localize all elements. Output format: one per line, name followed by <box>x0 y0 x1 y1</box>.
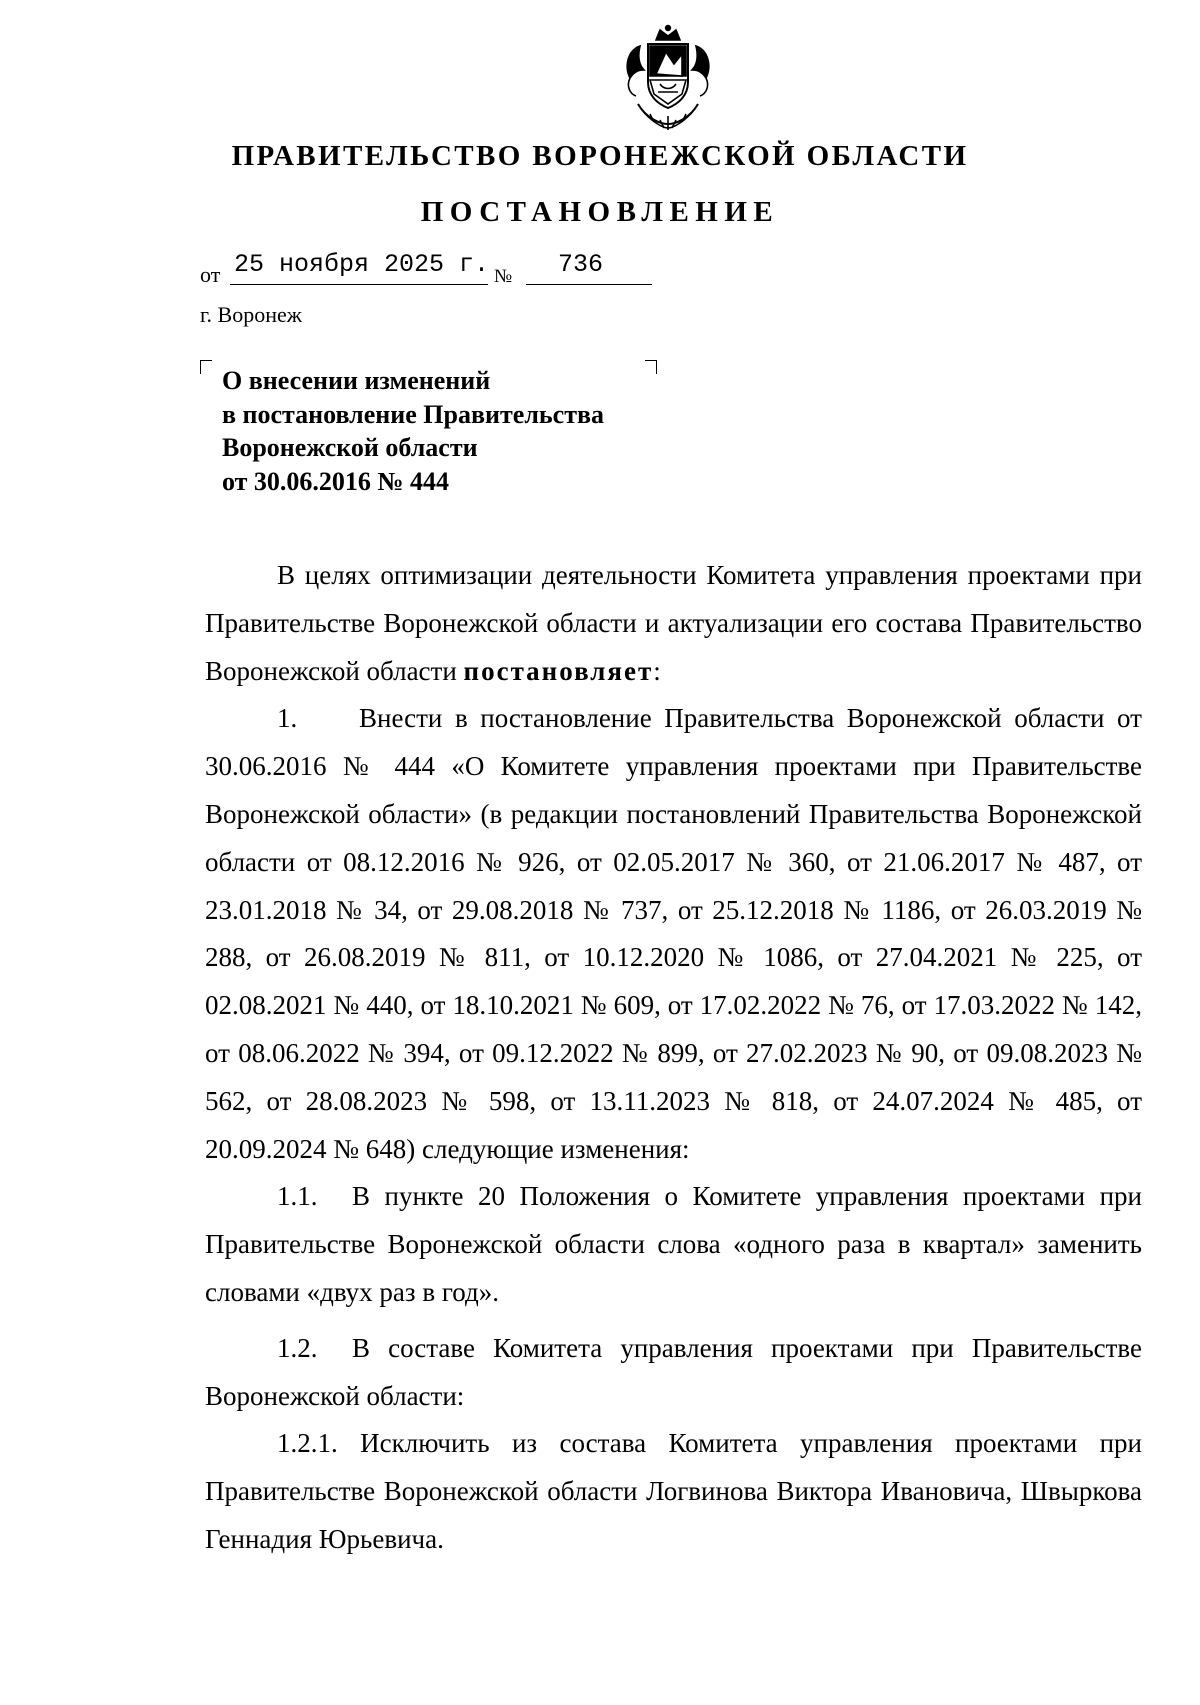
paragraph-number: 1.2. <box>277 1332 318 1363</box>
paragraph-number: 1. <box>277 703 298 734</box>
subject-line: от 30.06.2016 № 444 <box>222 466 450 496</box>
resolves-word: постановляет <box>463 655 654 686</box>
subject-corner-right <box>645 360 657 374</box>
document-subject <box>222 364 604 498</box>
resolves-colon: : <box>653 655 661 686</box>
subject-line: Воронежской области <box>222 433 478 462</box>
date-value: 25 ноября 2025 г. <box>234 250 490 279</box>
paragraph-1-1 <box>205 1173 1142 1316</box>
paragraph-text: В составе Комитета управления проектами при Правительстве Воронежской области: <box>205 1332 1142 1411</box>
document-kind: ПОСТАНОВЛЕНИЕ <box>420 196 780 228</box>
preamble-text: В целях оптимизации деятельности Комитета управления проектами при Правительстве Воронежской области и актуализации его состава Правительство Воронежской области <box>205 560 1142 686</box>
preamble-paragraph <box>205 552 1142 695</box>
document-body <box>205 552 1142 1564</box>
paragraph-number: 1.1. <box>277 1181 318 1212</box>
subject-line: О внесении изменений <box>222 366 491 395</box>
number-field <box>526 250 652 285</box>
paragraph-number: 1.2.1. <box>277 1428 338 1459</box>
paragraph-text: Внести в постановление Правительства Воронежской области от 30.06.2016 № 444 «О Комитете управления проектами при Правительстве Воронежской области» (в редакции постановлений Правительства Воронежской области от 08.12.2016 № 926, от 02.05.2017 № 360, от 21.06.2017 № 487, от 23.01.2018 № 34, от 29.08.2018 № 737, от 25.12.2018 № 1186, от 26.03.2019 № 288, от 26.08.2019 № 811, от 10.12.2020 № 1086, от 27.04.2021 № 225, от 02.08.2021 № 440, от 18.10.2021 № 609, от 17.02.2022 № 76, от 17.03.2022 № 142, от 08.06.2022 № 394, от 09.12.2022 № 899, от 27.02.2023 № 90, от 09.08.2023 № 562, от 28.08.2023 № 598, от 13.11.2023 № 818, от 24.07.2024 № 485, от 20.09.2024 № 648) следующие изменения: <box>205 703 1142 1164</box>
subject-line: в постановление Правительства <box>222 399 605 429</box>
subject-corner-left <box>200 360 212 374</box>
government-name: ПРАВИТЕЛЬСТВО ВОРОНЕЖСКОЙ ОБЛАСТИ <box>231 140 969 172</box>
number-value: 736 <box>558 250 604 279</box>
paragraph-text: Исключить из состава Комитета управления проектами при Правительстве Воронежской области Логвинова Виктора Ивановича, Швыркова Геннадия Юрьевича. <box>205 1428 1143 1554</box>
date-field <box>230 250 490 285</box>
city-label: г. Воронеж <box>200 302 302 327</box>
paragraph-1 <box>205 695 1142 1173</box>
paragraph-1-2-1 <box>205 1420 1142 1563</box>
paragraph-text: В пункте 20 Положения о Комитете управления проектами при Правительстве Воронежской области слова «одного раза в квартал» заменить словами «двух раз в год». <box>205 1181 1142 1307</box>
number-sign-label: № <box>494 266 513 287</box>
voronezh-coat-of-arms-icon <box>620 24 716 132</box>
date-prefix-label: от <box>200 262 221 287</box>
paragraph-1-2 <box>205 1325 1142 1421</box>
